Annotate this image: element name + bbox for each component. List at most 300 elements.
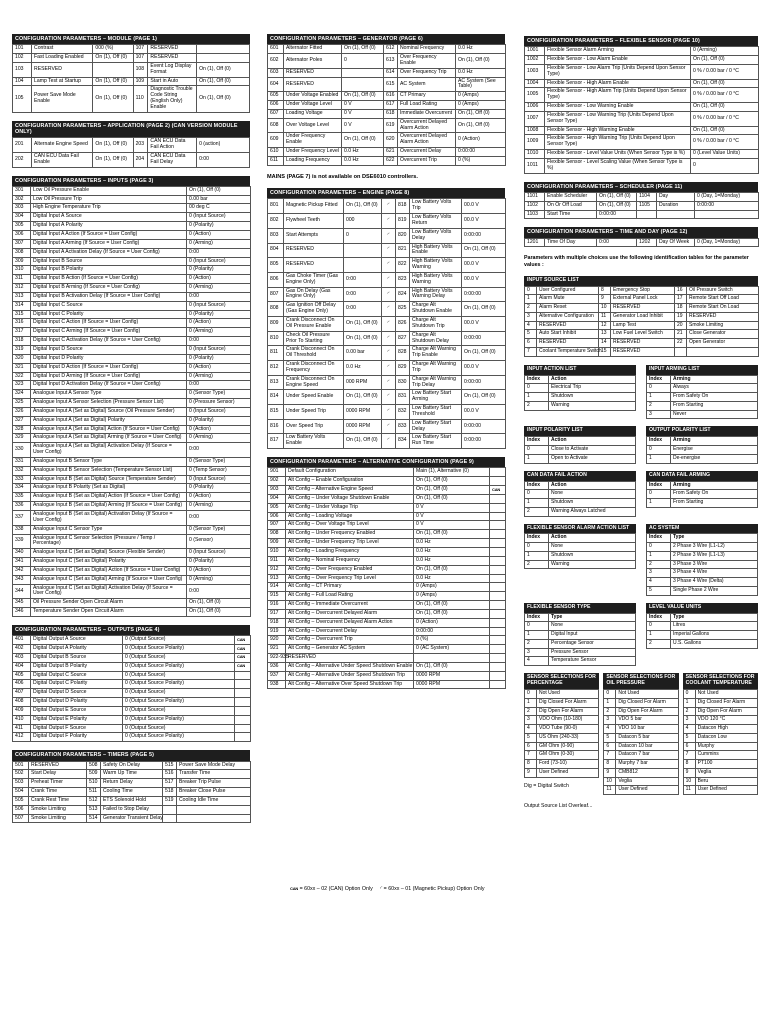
table-cell: 905 (268, 503, 286, 512)
table-cell: Flexible Sensor - High Warning Enable (545, 126, 691, 135)
table-cell: User Defined (695, 786, 757, 795)
table-cell: 1011 (525, 159, 545, 174)
table-row (268, 671, 506, 680)
table-row (13, 788, 251, 797)
table-row (13, 390, 251, 399)
table-cell: 0 (Temp Sensor) (187, 466, 251, 475)
table-row (525, 622, 636, 631)
table-cell: Digital Input C Source (31, 301, 187, 310)
table-cell: 331 (13, 457, 31, 466)
table-cell: Murphy 7 bar (616, 760, 678, 769)
table-cell: PT100 (695, 760, 757, 769)
timers-section (12, 750, 250, 823)
table-cell: 0 V (342, 109, 384, 118)
table-row (268, 636, 506, 645)
table-cell: Dig Open For Alarm (695, 707, 757, 716)
table-cell: Warm Up Time (101, 770, 163, 779)
table-cell: 0 (Output Source Polarity) (123, 680, 235, 689)
table-cell: Digital Input C Arming (If Source = User Config) (31, 328, 187, 337)
table-cell: 0000 RPM (414, 671, 490, 680)
table-cell: 102 (13, 54, 32, 63)
table-cell: Generator Load Inhibit (611, 312, 675, 321)
table-cell: 0:00 (187, 337, 251, 346)
table-cell: Alt Config – Immediate Overcurrent (286, 601, 414, 610)
table-cell: Alternative Configuration (537, 312, 599, 321)
table-row (268, 272, 506, 287)
table-cell: Energise (671, 446, 758, 455)
table-cell: 11 (683, 786, 695, 795)
table-cell: 0:00 (197, 152, 250, 167)
table-row (525, 768, 599, 777)
table-cell: Never (671, 410, 758, 419)
table-cell: 0 % / 0.00 bar / 0 °C (691, 64, 759, 79)
table-cell: 0 V (414, 503, 490, 512)
table-cell: 2 (525, 401, 549, 410)
table-cell: 110 (133, 86, 148, 112)
table-cell: 0 (Action) (187, 231, 251, 240)
table-row (268, 662, 506, 671)
table-cell: 0 (Output Source Polarity) (123, 645, 235, 654)
table-cell: 0 (Output Source) (123, 689, 235, 698)
table-cell: 1001 (525, 47, 545, 56)
table-cell: Analogue Input B (Set as Digital) Activation Delay (If Source = User Config) (31, 511, 187, 526)
table-cell (342, 77, 384, 92)
table-cell: 316 (13, 319, 31, 328)
table-cell: On (1), Off (0) (462, 243, 506, 258)
input-source-section (524, 276, 758, 357)
table-row (268, 390, 506, 405)
table-cell: 507 (13, 814, 29, 823)
input-action-header: INPUT ACTION LIST (524, 365, 636, 375)
table-cell: 2 (525, 507, 549, 516)
table-row (268, 157, 506, 166)
table-cell: 622 (384, 157, 398, 166)
table-cell: Remote Start On Load (687, 304, 759, 313)
table-cell: 5 (683, 733, 695, 742)
inputs-table (12, 186, 251, 617)
table-row (13, 425, 251, 434)
table-cell: On (1), Off (0) (187, 608, 251, 617)
table-cell: 2 (647, 401, 671, 410)
table-cell: AC System (See Table) (456, 77, 506, 92)
table-cell: Flexible Sensor - High Warning Trip (Units Depend Upon Sensor Type) (545, 135, 691, 150)
table-cell: 3 Phase 4 Wire (Delta) (671, 578, 758, 587)
table-cell (687, 347, 759, 356)
table-cell: 0 (Sensor Type) (187, 525, 251, 534)
table-cell: Alt Config – Over Voltage Trip Level (286, 521, 414, 530)
table-cell: 0:00:00 (462, 375, 506, 390)
table-row (525, 210, 759, 219)
table-row (604, 751, 678, 760)
table-cell: Return Delay (101, 779, 163, 788)
table-row (13, 231, 251, 240)
table-cell: 2 Phase 3 Wire (L1-L2) (671, 543, 758, 552)
table-cell: Charge Alt Shutdown Trip (410, 316, 462, 331)
can-option-icon (490, 618, 506, 627)
inputs-header: CONFIGURATION PARAMETERS – INPUTS (PAGE 3) (12, 176, 250, 186)
table-row (268, 574, 506, 583)
table-cell: 12 (599, 321, 611, 330)
table-cell: 909 (268, 539, 286, 548)
table-cell: 203 (133, 138, 148, 153)
table-row (647, 560, 758, 569)
table-cell: 0:00:00 (597, 210, 637, 219)
table-row (268, 609, 506, 618)
table-cell: 0 (525, 490, 549, 499)
alternative-table (267, 467, 506, 689)
table-row (268, 243, 506, 258)
table-cell: 613 (384, 54, 398, 69)
table-row (525, 551, 636, 560)
table-cell: RESERVED (148, 54, 197, 63)
table-cell: Contrast (32, 45, 93, 54)
table-cell: 2 (647, 560, 671, 569)
table-row (13, 466, 251, 475)
table-cell: User Defined (616, 786, 678, 795)
table-row (604, 786, 678, 795)
table-cell: On (1), Off (0) (414, 565, 490, 574)
table-cell: 342 (13, 566, 31, 575)
table-cell: 938 (268, 680, 286, 689)
can-option-icon (235, 698, 251, 707)
table-row (13, 706, 251, 715)
table-cell: 104 (13, 77, 32, 86)
table-cell: 0 (Input Source) (187, 213, 251, 222)
table-cell: On (1), Off (0) (344, 199, 382, 214)
table-cell: RESERVED (284, 77, 342, 92)
table-row (268, 302, 506, 317)
table-cell: Default Configuration (286, 468, 414, 477)
table-cell: RESERVED (611, 347, 675, 356)
table-row (604, 760, 678, 769)
table-row (13, 698, 251, 707)
table-cell: 512 (87, 796, 101, 805)
table-row (268, 503, 506, 512)
table-cell: 0:00:00 (462, 419, 506, 434)
table-cell: 0 (AC System) (414, 645, 490, 654)
type-units-pair (524, 603, 758, 666)
table-cell: 0 V (342, 118, 384, 133)
table-cell: Digital Output B Source (31, 653, 123, 662)
table-row (604, 742, 678, 751)
table-cell: 517 (163, 779, 177, 788)
alternative-section (267, 457, 505, 689)
table-cell: Crank Rest Time (29, 796, 87, 805)
table-cell: 3 (525, 312, 537, 321)
table-row (683, 716, 757, 725)
table-cell: 615 (384, 77, 398, 92)
table-row (13, 599, 251, 608)
table-cell: 1 (525, 551, 549, 560)
table-row (268, 530, 506, 539)
table-cell: Dig Closed For Alarm (616, 698, 678, 707)
ac-system-list (646, 524, 758, 596)
table-cell: 307 (13, 239, 31, 248)
table-cell: 107 (133, 54, 148, 63)
table-row (13, 328, 251, 337)
table-row (268, 54, 506, 69)
table-cell: Over Voltage Level (284, 118, 342, 133)
table-cell: RESERVED (148, 45, 197, 54)
table-cell: On (1), Off (0) (342, 92, 384, 101)
table-row (13, 805, 251, 814)
table-row (525, 454, 636, 463)
table-cell (344, 243, 382, 258)
input-action-table (524, 375, 636, 411)
column-header: Index (525, 613, 549, 622)
table-cell: 0.00 bar (187, 195, 251, 204)
application-table (12, 137, 250, 167)
table-cell: 906 (268, 512, 286, 521)
table-cell: Under Frequency Enable (284, 133, 342, 148)
table-cell: 22 (675, 339, 687, 348)
table-row (13, 337, 251, 346)
table-cell: Alt Config – CT Primary (286, 583, 414, 592)
timeday-header: CONFIGURATION PARAMETERS – TIME AND DAY (PAGE 12) (524, 227, 758, 237)
table-head-row (647, 534, 758, 543)
table-cell: High Battery Volts Warning (410, 272, 462, 287)
table-row (525, 321, 759, 330)
sel-oil-table (603, 689, 678, 795)
table-cell: High Battery Volts Warning Delay (410, 287, 462, 302)
table-cell: 913 (268, 574, 286, 583)
table-cell: On (1), Off (0) (344, 331, 382, 346)
table-cell: 0 (Action) (187, 425, 251, 434)
table-cell: Alt Config – Nominal Frequency (286, 556, 414, 565)
column-header: Index (525, 534, 549, 543)
table-row (13, 284, 251, 293)
table-row (268, 101, 506, 110)
table-cell: Start Time (545, 210, 597, 219)
table-cell (197, 45, 250, 54)
table-cell: 00.0 V (462, 199, 506, 214)
can-fail-arming-header: CAN DATA FAIL ARMING (646, 471, 758, 481)
table-head-row (525, 534, 636, 543)
pickup-option-icon: ◜ (382, 228, 396, 243)
table-row (268, 645, 506, 654)
table-cell: 408 (13, 698, 31, 707)
table-cell: Close to Activate (549, 446, 636, 455)
table-row (268, 258, 506, 273)
table-row (525, 733, 599, 742)
table-cell: Lamp Test at Startup (32, 77, 93, 86)
table-row (525, 111, 759, 126)
table-row (268, 592, 506, 601)
table-row (525, 126, 759, 135)
table-cell: 816 (268, 419, 284, 434)
table-cell: Gas Choke Timer (Gas Engine Only) (284, 272, 344, 287)
table-cell: 0 (Polarity) (187, 354, 251, 363)
table-cell: 0 (525, 543, 549, 552)
pickup-legend-text: = 60xx – 01 (Magnetic Pickup) Option Only (383, 886, 485, 892)
table-cell: 902 (268, 477, 286, 486)
table-cell: 00.0 V (462, 258, 506, 273)
overleaf-note: Output Source List Overleaf... (524, 802, 593, 809)
table-cell: 1 (647, 499, 671, 508)
table-cell: Digital Input (549, 631, 636, 640)
table-cell: Alt Config – Enable Configuration (286, 477, 414, 486)
table-row (525, 631, 636, 640)
table-cell: 826 (396, 316, 410, 331)
table-cell: Charge Alt Warning Trip (410, 361, 462, 376)
table-cell: 922-935 (268, 654, 286, 663)
table-cell: 1 (525, 393, 549, 402)
table-cell: Digital Output E Polarity (31, 715, 123, 724)
table-cell: 330 (13, 443, 31, 458)
table-cell: 822 (396, 258, 410, 273)
table-cell: 11 (599, 312, 611, 321)
table-cell: 834 (396, 434, 410, 449)
column-header: Type (671, 534, 758, 543)
table-row (647, 446, 758, 455)
table-row (268, 346, 506, 361)
table-cell: 831 (396, 390, 410, 405)
table-cell: 0 (%) (414, 636, 490, 645)
table-cell: 14 (599, 339, 611, 348)
table-cell: On (1), Off (0) (414, 609, 490, 618)
can-option-icon (490, 680, 506, 689)
table-cell: 1202 (637, 238, 657, 247)
table-row (604, 716, 678, 725)
table-row (268, 214, 506, 229)
table-cell: 3 (647, 569, 671, 578)
table-cell: 343 (13, 575, 31, 584)
table-cell (177, 814, 251, 823)
table-cell: Flexible Sensor - Low Warning Trip (Units Depend Upon Sensor Type) (545, 111, 691, 126)
table-cell: 0:00 (344, 272, 382, 287)
table-cell: 17 (675, 295, 687, 304)
ac-system-header: AC SYSTEM (646, 524, 758, 534)
table-cell: Power Save Mode Delay (177, 761, 251, 770)
table-cell: 808 (268, 302, 284, 317)
table-cell: 403 (13, 653, 31, 662)
table-cell: RESERVED (284, 258, 344, 273)
table-cell: 345 (13, 599, 31, 608)
table-cell: Analogue Input B (Set as Digital) Arming (If Source = User Config) (31, 502, 187, 511)
table-row (13, 689, 251, 698)
column-header: Index (647, 613, 671, 622)
table-cell: Alt Config – Over Frequency Trip Level (286, 574, 414, 583)
table-cell: 0 (Day, 1=Monday) (695, 192, 759, 201)
table-cell: On Or Off Load (545, 201, 597, 210)
table-cell (342, 68, 384, 77)
table-cell: 1 (525, 698, 537, 707)
table-cell: 0:00 (187, 511, 251, 526)
table-row (13, 372, 251, 381)
table-cell: Low Oil Pressure Trip (31, 195, 187, 204)
table-row (13, 416, 251, 425)
table-row (683, 768, 757, 777)
table-cell: On (1), Off (0) (414, 662, 490, 671)
table-cell: 6 (525, 339, 537, 348)
table-cell: Alarm Mute (537, 295, 599, 304)
can-option-icon (490, 592, 506, 601)
table-cell: Close Generator (687, 330, 759, 339)
table-cell: 317 (13, 328, 31, 337)
table-row (13, 584, 251, 599)
table-cell: Analogue Input B Sensor Type (31, 457, 187, 466)
table-cell: 916 (268, 601, 286, 610)
timeday-section (524, 227, 758, 247)
table-cell: 0:00 (187, 292, 251, 301)
param-note: Parameters with multiple choices use the following identification tables for the parameter values : (524, 255, 749, 268)
table-cell: Flexible Sensor - High Alarm Enable (545, 79, 691, 88)
can-option-icon: CAN (235, 662, 251, 671)
table-cell: 1003 (525, 64, 545, 79)
table-cell: 9 (604, 768, 616, 777)
table-cell: 00.0 V (462, 405, 506, 420)
table-cell: On (1), Off (0) (456, 118, 506, 133)
table-cell: Breaker Trip Pulse (177, 779, 251, 788)
table-cell: 0.0 Hz (456, 45, 506, 54)
table-row (525, 347, 759, 356)
table-cell: 0 (Input Source) (187, 301, 251, 310)
table-row (13, 715, 251, 724)
table-cell: 1101 (525, 192, 545, 201)
table-row (525, 560, 636, 569)
application-section (12, 121, 250, 168)
table-cell: 8 (683, 760, 695, 769)
table-cell: 8 (525, 760, 537, 769)
table-cell: 0 (647, 543, 671, 552)
table-cell: 605 (268, 92, 284, 101)
input-arming-list (646, 365, 758, 420)
table-cell: Digital Input A Polarity (31, 222, 187, 231)
table-cell: 0:00:00 (456, 148, 506, 157)
table-row (525, 639, 636, 648)
table-cell: Alt Config – Under Voltage Shutdown Enable (286, 494, 414, 503)
input-action-list (524, 365, 636, 420)
flex-type-header: FLEXIBLE SENSOR TYPE (524, 603, 636, 613)
table-head-row (525, 613, 636, 622)
column-header: Action (549, 481, 636, 490)
table-row (13, 213, 251, 222)
table-cell: 0 (Output Source Polarity) (123, 662, 235, 671)
flex-type-list (524, 603, 636, 666)
table-row (13, 493, 251, 502)
table-cell: 0 (Sensor) (187, 534, 251, 549)
table-cell: 410 (13, 715, 31, 724)
table-cell: 1102 (525, 201, 545, 210)
table-cell: Remote Start Off Load (687, 295, 759, 304)
table-cell: 608 (268, 118, 284, 133)
table-cell: Dig Open For Alarm (616, 707, 678, 716)
table-cell: 0 (Action) (187, 319, 251, 328)
table-cell: 0 (604, 690, 616, 699)
table-cell: 912 (268, 565, 286, 574)
can-fail-pair (524, 471, 758, 517)
table-row (525, 330, 759, 339)
table-cell: 0 (683, 690, 695, 699)
table-row (13, 575, 251, 584)
table-cell: Digital Input C Polarity (31, 310, 187, 319)
table-cell: Failed to Stop Delay (101, 805, 163, 814)
table-head-row (647, 481, 758, 490)
table-cell: 1201 (525, 238, 545, 247)
table-row (13, 248, 251, 257)
flex-type-table (524, 613, 636, 667)
table-cell: Analogue Input A (Set as Digital) Source (Oil Pressure Sender) (31, 407, 187, 416)
input-polarity-list (524, 426, 636, 463)
table-cell: Start Delay (29, 770, 87, 779)
table-cell: 516 (163, 770, 177, 779)
table-row (525, 543, 636, 552)
table-row (647, 551, 758, 560)
table-row (525, 79, 759, 88)
table-cell: 303 (13, 204, 31, 213)
table-cell: Alt Config – Alternative Over Speed Shutdown Trip (286, 680, 414, 689)
flex-alarm-action-header: FLEXIBLE SENSOR ALARM ACTION LIST (524, 524, 636, 534)
